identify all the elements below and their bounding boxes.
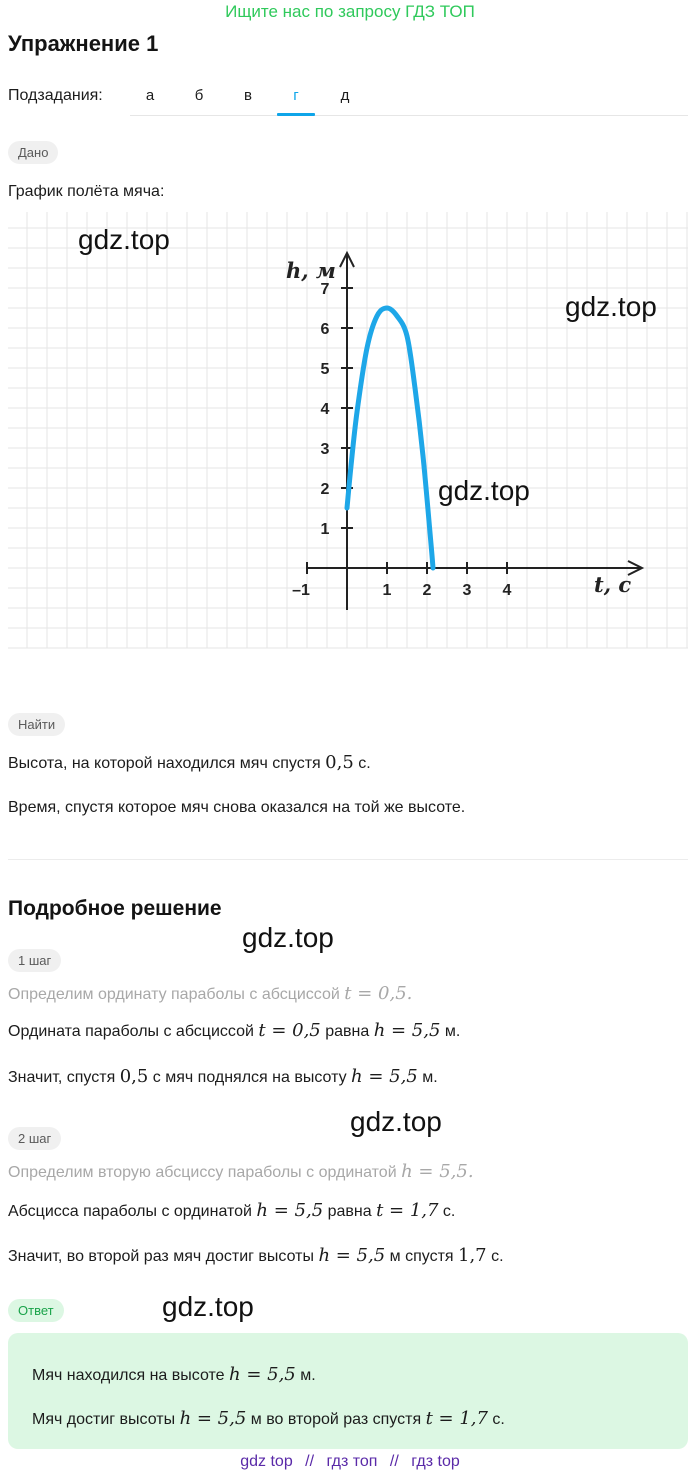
series-curve-0 bbox=[347, 308, 433, 568]
tab-d[interactable]: д bbox=[340, 87, 350, 104]
s2l1-b: равна bbox=[323, 1203, 377, 1220]
find-line-1-text: Высота, на которой находился мяч спустя bbox=[8, 755, 326, 772]
x-tick-label: –1 bbox=[292, 582, 310, 599]
s2l1-m1: h = 5,5 bbox=[256, 1200, 324, 1221]
active-tab-indicator bbox=[277, 113, 315, 116]
given-caption: График полёта мяча: bbox=[8, 183, 165, 200]
x-tick-label: 3 bbox=[462, 582, 472, 599]
s2l1-a: Абсцисса параболы с ординатой bbox=[8, 1203, 257, 1220]
s2l1-c: с. bbox=[438, 1203, 456, 1220]
x-tick-label: 1 bbox=[382, 582, 392, 599]
y-axis-label: h, м bbox=[286, 258, 336, 283]
step-1-hint-math: t = 0,5. bbox=[344, 983, 413, 1004]
ans1-b: м. bbox=[295, 1367, 316, 1384]
flight-graph-svg bbox=[8, 212, 688, 660]
watermark-5: gdz.top bbox=[350, 1106, 442, 1137]
y-tick-label: 6 bbox=[320, 321, 330, 338]
step-2-hint-math: h = 5,5. bbox=[401, 1161, 474, 1182]
footer-link-1[interactable]: gdz top bbox=[240, 1453, 293, 1470]
s1l1-a: Ордината параболы с абсциссой bbox=[8, 1023, 259, 1040]
ans2-m1: h = 5,5 bbox=[179, 1408, 247, 1429]
x-tick-label: 2 bbox=[422, 582, 432, 599]
s1l1-m1: t = 0,5 bbox=[258, 1020, 321, 1041]
find-line-1 bbox=[8, 752, 371, 773]
footer-link-2[interactable]: гдз топ bbox=[326, 1453, 378, 1470]
find-line-1-unit: с. bbox=[353, 755, 371, 772]
step-2-line-1 bbox=[8, 1200, 455, 1221]
s1l1-c: м. bbox=[440, 1023, 461, 1040]
watermark-6: gdz.top bbox=[162, 1291, 254, 1322]
x-tick-label: 4 bbox=[502, 582, 512, 599]
ans1-a: Мяч находился на высоте bbox=[32, 1367, 229, 1384]
section-divider bbox=[8, 859, 688, 860]
flight-graph bbox=[8, 212, 688, 660]
solution-title: Подробное решение bbox=[8, 897, 222, 920]
step-1-badge: 1 шаг bbox=[8, 949, 61, 972]
watermark-3: gdz.top bbox=[438, 475, 530, 506]
step-2-line-2 bbox=[8, 1245, 504, 1266]
ans2-m2: t = 1,7 bbox=[425, 1408, 488, 1429]
s2l2-b: м спустя bbox=[385, 1248, 458, 1265]
answer-badge: Ответ bbox=[8, 1299, 64, 1322]
step-1-hint bbox=[8, 983, 412, 1004]
s1l2-m1: 0,5 bbox=[119, 1066, 149, 1087]
find-line-1-math: 0,5 bbox=[325, 752, 354, 773]
s1l2-a: Значит, спустя bbox=[8, 1069, 120, 1086]
given-badge: Дано bbox=[8, 141, 58, 164]
footer-sep-2: // bbox=[389, 1453, 399, 1470]
s2l2-m1: h = 5,5 bbox=[318, 1245, 386, 1266]
footer-links bbox=[0, 1453, 700, 1471]
tab-b[interactable]: б bbox=[194, 87, 204, 104]
s2l2-a: Значит, во второй раз мяч достиг высоты bbox=[8, 1248, 319, 1265]
top-banner: Ищите нас по запросу ГДЗ ТОП bbox=[225, 2, 475, 21]
tabs-divider bbox=[130, 115, 688, 116]
y-tick-label: 7 bbox=[320, 281, 330, 298]
tab-v[interactable]: в bbox=[244, 87, 252, 104]
find-badge: Найти bbox=[8, 713, 65, 736]
s2l2-c: с. bbox=[486, 1248, 504, 1265]
step-1-line-2 bbox=[8, 1066, 438, 1087]
y-tick-label: 3 bbox=[320, 441, 330, 458]
ans2-b: м во второй раз спустя bbox=[246, 1411, 426, 1428]
s2l2-m2: 1,7 bbox=[458, 1245, 487, 1266]
answer-line-1 bbox=[32, 1364, 316, 1385]
y-tick-label: 4 bbox=[320, 401, 330, 418]
answer-line-2 bbox=[32, 1408, 505, 1429]
page-title: Упражнение 1 bbox=[8, 31, 159, 56]
s2l1-m2: t = 1,7 bbox=[376, 1200, 439, 1221]
step-1-hint-text: Определим ординату параболы с абсциссой bbox=[8, 986, 345, 1003]
step-1-line-1 bbox=[8, 1020, 460, 1041]
footer-sep-1: // bbox=[305, 1453, 315, 1470]
s1l2-c: м. bbox=[417, 1069, 438, 1086]
subtasks-label: Подзадания: bbox=[8, 87, 103, 104]
find-line-2: Время, спустя которое мяч снова оказался на той же высоте. bbox=[8, 799, 466, 816]
watermark-1: gdz.top bbox=[78, 224, 170, 255]
s1l1-b: равна bbox=[320, 1023, 374, 1040]
ans2-a: Мяч достиг высоты bbox=[32, 1411, 180, 1428]
footer-link-3[interactable]: гдз top bbox=[411, 1453, 460, 1470]
s1l1-m2: h = 5,5 bbox=[373, 1020, 441, 1041]
ans1-m: h = 5,5 bbox=[229, 1364, 296, 1385]
ans2-c: с. bbox=[487, 1411, 505, 1428]
step-2-badge: 2 шаг bbox=[8, 1127, 61, 1150]
tab-a[interactable]: а bbox=[145, 87, 155, 104]
y-tick-label: 5 bbox=[320, 361, 330, 378]
watermark-4: gdz.top bbox=[242, 922, 334, 953]
y-tick-label: 1 bbox=[320, 521, 330, 538]
watermark-2: gdz.top bbox=[565, 291, 657, 322]
tab-g-active[interactable]: г bbox=[293, 87, 299, 104]
answer-box bbox=[8, 1333, 688, 1449]
s1l2-m2: h = 5,5 bbox=[351, 1066, 418, 1087]
y-tick-label: 2 bbox=[320, 481, 330, 498]
s1l2-b: с мяч поднялся на высоту bbox=[148, 1069, 352, 1086]
step-2-hint-text: Определим вторую абсциссу параболы с ординатой bbox=[8, 1164, 402, 1181]
step-2-hint bbox=[8, 1161, 474, 1182]
x-axis-label: t, с bbox=[594, 572, 632, 597]
